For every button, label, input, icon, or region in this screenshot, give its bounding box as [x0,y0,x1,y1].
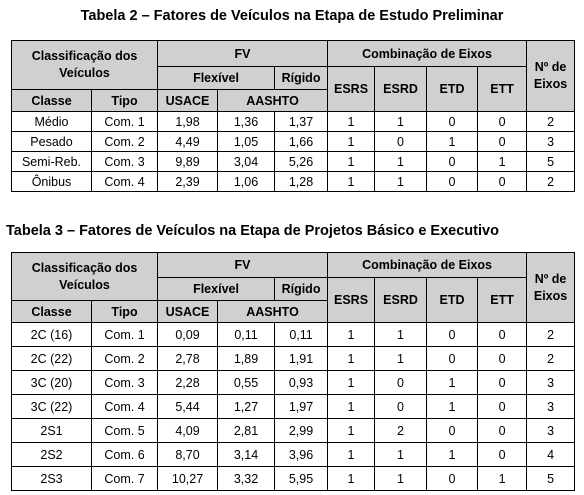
cell-usace: 10,27 [158,467,218,491]
cell-aashto-flexivel: 0,55 [218,371,275,395]
cell-usace: 2,78 [158,347,218,371]
cell-tipo: Com. 2 [92,347,158,371]
cell-etd: 0 [427,172,478,192]
cell-aashto-rigido: 5,95 [275,467,328,491]
header-etd: ETD [427,278,478,323]
cell-usace: 8,70 [158,443,218,467]
cell-esrs: 1 [328,132,375,152]
cell-aashto-rigido: 1,97 [275,395,328,419]
header-esrd: ESRD [375,67,427,112]
cell-n-eixos: 3 [527,132,575,152]
header-aashto: AASHTO [218,301,328,323]
cell-tipo: Com. 3 [92,371,158,395]
table-row [12,112,575,132]
cell-usace: 9,89 [158,152,218,172]
cell-etd: 1 [427,443,478,467]
header-ett: ETT [478,278,527,323]
cell-esrd: 1 [375,443,427,467]
cell-esrd: 1 [375,152,427,172]
cell-ett: 0 [478,112,527,132]
table-row [12,347,575,371]
cell-classe: Ônibus [12,172,92,192]
header-esrs: ESRS [328,67,375,112]
cell-etd: 1 [427,395,478,419]
cell-etd: 0 [427,323,478,347]
cell-n-eixos: 3 [527,419,575,443]
table-row [12,467,575,491]
header-n-eixos: Nº de Eixos [527,41,575,112]
cell-n-eixos: 2 [527,323,575,347]
cell-etd: 1 [427,132,478,152]
cell-tipo: Com. 1 [92,323,158,347]
cell-aashto-flexivel: 3,14 [218,443,275,467]
cell-aashto-rigido: 5,26 [275,152,328,172]
cell-tipo: Com. 4 [92,172,158,192]
cell-esrs: 1 [328,371,375,395]
cell-tipo: Com. 1 [92,112,158,132]
cell-aashto-flexivel: 2,81 [218,419,275,443]
header-aashto: AASHTO [218,90,328,112]
cell-usace: 2,39 [158,172,218,192]
cell-esrd: 1 [375,323,427,347]
cell-esrs: 1 [328,112,375,132]
cell-esrd: 2 [375,419,427,443]
cell-ett: 1 [478,467,527,491]
cell-aashto-flexivel: 1,89 [218,347,275,371]
cell-n-eixos: 2 [527,347,575,371]
table-row [12,443,575,467]
cell-etd: 0 [427,152,478,172]
header-ett: ETT [478,67,527,112]
cell-esrd: 0 [375,395,427,419]
cell-aashto-flexivel: 3,32 [218,467,275,491]
cell-esrs: 1 [328,395,375,419]
cell-etd: 0 [427,112,478,132]
cell-ett: 0 [478,371,527,395]
cell-esrd: 1 [375,467,427,491]
table-row [12,132,575,152]
cell-n-eixos: 3 [527,371,575,395]
cell-aashto-flexivel: 1,36 [218,112,275,132]
cell-usace: 2,28 [158,371,218,395]
cell-ett: 0 [478,172,527,192]
cell-classe: Pesado [12,132,92,152]
cell-n-eixos: 2 [527,172,575,192]
cell-ett: 0 [478,132,527,152]
cell-aashto-flexivel: 1,06 [218,172,275,192]
header-combinacao-eixos: Combinação de Eixos [328,41,527,67]
cell-ett: 0 [478,419,527,443]
header-rigido: Rígido [275,278,328,301]
cell-aashto-flexivel: 0,11 [218,323,275,347]
cell-ett: 0 [478,395,527,419]
cell-esrd: 0 [375,371,427,395]
cell-ett: 0 [478,347,527,371]
header-etd: ETD [427,67,478,112]
cell-ett: 0 [478,323,527,347]
table-3 [11,252,575,491]
header-n-eixos: Nº de Eixos [527,253,575,323]
header-usace: USACE [158,90,218,112]
table-row [12,152,575,172]
cell-classe: 3C (20) [12,371,92,395]
header-classificacao: Classificação dos Veículos [12,253,158,301]
cell-aashto-rigido: 1,66 [275,132,328,152]
cell-classe: Médio [12,112,92,132]
cell-classe: 2S2 [12,443,92,467]
cell-tipo: Com. 6 [92,443,158,467]
table-row [12,419,575,443]
cell-esrd: 1 [375,172,427,192]
header-tipo: Tipo [92,301,158,323]
header-flexivel: Flexível [158,67,275,90]
cell-classe: 2C (22) [12,347,92,371]
cell-esrd: 1 [375,112,427,132]
cell-etd: 0 [427,419,478,443]
cell-etd: 1 [427,371,478,395]
cell-esrd: 0 [375,132,427,152]
header-fv: FV [158,41,328,67]
cell-tipo: Com. 5 [92,419,158,443]
cell-n-eixos: 5 [527,152,575,172]
cell-esrs: 1 [328,152,375,172]
cell-aashto-flexivel: 1,05 [218,132,275,152]
cell-n-eixos: 2 [527,112,575,132]
header-combinacao-eixos: Combinação de Eixos [328,253,527,278]
header-esrs: ESRS [328,278,375,323]
cell-ett: 1 [478,152,527,172]
cell-aashto-rigido: 1,91 [275,347,328,371]
cell-etd: 0 [427,347,478,371]
cell-usace: 4,09 [158,419,218,443]
cell-tipo: Com. 7 [92,467,158,491]
cell-tipo: Com. 2 [92,132,158,152]
cell-etd: 0 [427,467,478,491]
table-2 [11,40,575,192]
cell-aashto-rigido: 3,96 [275,443,328,467]
cell-usace: 5,44 [158,395,218,419]
cell-classe: 2C (16) [12,323,92,347]
cell-n-eixos: 4 [527,443,575,467]
cell-n-eixos: 5 [527,467,575,491]
cell-esrs: 1 [328,419,375,443]
header-classe: Classe [12,301,92,323]
table-3-caption: Tabela 3 – Fatores de Veículos na Etapa de Projetos Básico e Executivo [6,223,499,239]
cell-aashto-rigido: 0,11 [275,323,328,347]
cell-esrs: 1 [328,467,375,491]
header-fv: FV [158,253,328,278]
header-classe: Classe [12,90,92,112]
cell-aashto-flexivel: 1,27 [218,395,275,419]
cell-esrd: 1 [375,347,427,371]
cell-aashto-rigido: 0,93 [275,371,328,395]
cell-esrs: 1 [328,347,375,371]
header-tipo: Tipo [92,90,158,112]
cell-classe: Semi-Reb. [12,152,92,172]
cell-tipo: Com. 4 [92,395,158,419]
cell-classe: 2S1 [12,419,92,443]
cell-tipo: Com. 3 [92,152,158,172]
header-flexivel: Flexível [158,278,275,301]
cell-esrs: 1 [328,323,375,347]
table-row [12,172,575,192]
header-usace: USACE [158,301,218,323]
cell-classe: 2S3 [12,467,92,491]
header-classificacao: Classificação dos Veículos [12,41,158,90]
cell-aashto-flexivel: 3,04 [218,152,275,172]
cell-classe: 3C (22) [12,395,92,419]
cell-n-eixos: 3 [527,395,575,419]
cell-usace: 4,49 [158,132,218,152]
cell-ett: 0 [478,443,527,467]
cell-aashto-rigido: 2,99 [275,419,328,443]
cell-aashto-rigido: 1,28 [275,172,328,192]
header-esrd: ESRD [375,278,427,323]
cell-usace: 1,98 [158,112,218,132]
cell-esrs: 1 [328,443,375,467]
header-rigido: Rígido [275,67,328,90]
table-row [12,395,575,419]
cell-usace: 0,09 [158,323,218,347]
cell-esrs: 1 [328,172,375,192]
table-row [12,371,575,395]
table-row [12,323,575,347]
table-2-caption: Tabela 2 – Fatores de Veículos na Etapa de Estudo Preliminar [80,8,504,24]
cell-aashto-rigido: 1,37 [275,112,328,132]
